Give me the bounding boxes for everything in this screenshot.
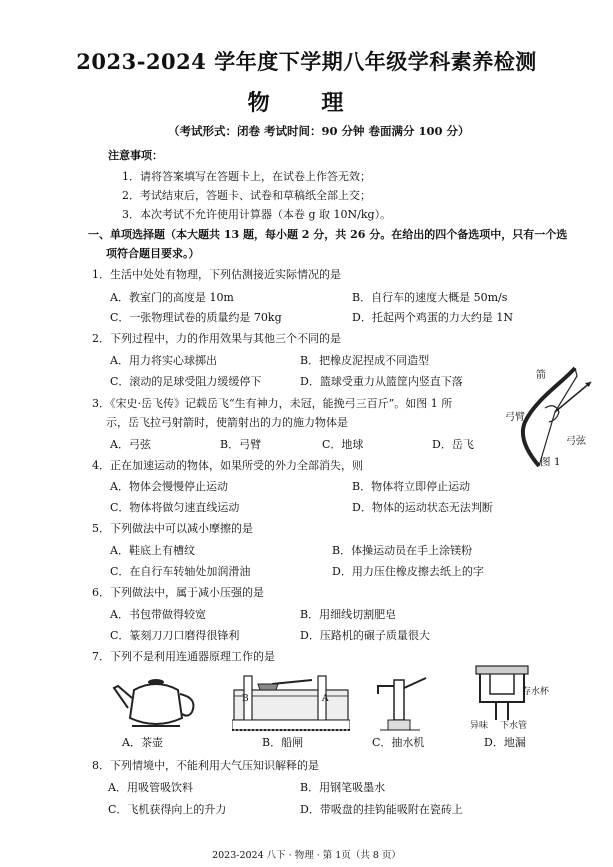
notice-item: 3．本次考试不允许使用计算器（本卷 g 取 10N/kg）。 <box>122 208 392 221</box>
question-stem: 5．下列做法中可以减小摩擦的是 <box>92 522 253 535</box>
option-c: C．一张物理试卷的质量约是 70kg <box>110 311 282 324</box>
option-c: C．篆刻刀刀口磨得很锋利 <box>110 629 240 642</box>
option-a: A．用吸管吸饮料 <box>108 781 193 794</box>
question-stem: 2．下列过程中，力的作用效果与其他三个不同的是 <box>92 332 341 345</box>
option-c: C．在自行车转轴处加润滑油 <box>110 565 251 578</box>
option-c: C．物体将做匀速直线运动 <box>110 501 240 514</box>
option-d: D．用力压住橡皮擦去纸上的字 <box>332 565 484 578</box>
option-d: D．物体的运动状态无法判断 <box>352 501 493 514</box>
drain-label-odor: 异味 <box>470 721 489 731</box>
hand-shape <box>545 406 559 422</box>
option-c: C．抽水机 <box>372 736 425 749</box>
option-d: D．压路机的碾子质量很大 <box>300 629 430 642</box>
notice-item: 1．请将答案填写在答题卡上，在试卷上作答无效； <box>122 170 371 183</box>
option-a: A．弓弦 <box>110 438 151 451</box>
option-b: B．自行车的速度大概是 50m/s <box>352 291 508 304</box>
ship-lock-figure <box>232 670 350 732</box>
question-stem: 6．下列做法中，属于减小压强的是 <box>92 586 264 599</box>
pump-figure <box>372 672 436 734</box>
option-b: B．体操运动员在手上涂镁粉 <box>332 544 473 557</box>
question-stem: 8．下列情境中，不能利用大气压知识解释的是 <box>92 759 319 772</box>
figure-caption: 图 1 <box>540 456 561 468</box>
option-a: A．教室门的高度是 10m <box>110 291 234 304</box>
option-a: A．物体会慢慢停止运动 <box>110 480 228 493</box>
lock-label-a: A <box>322 694 329 704</box>
section-heading-cont: 项符合题目要求。） <box>106 247 200 260</box>
exam-info: （考试形式：闭卷 考试时间：90 分钟 卷面满分 100 分） <box>168 124 470 138</box>
bow-arm-shape <box>523 368 575 466</box>
page-footer: 2023-2024 八下 · 物理 · 第 1页（共 8 页） <box>212 850 401 861</box>
option-a: A．茶壶 <box>122 736 163 749</box>
option-d: D．地漏 <box>484 736 526 749</box>
option-c: C．飞机获得向上的升力 <box>108 803 227 816</box>
question-stem: 1．生活中处处有物理，下列估测接近实际情况的是 <box>92 268 341 281</box>
section-heading: 一、单项选择题（本大题共 13 题，每小题 2 分，共 26 分。在给出的四个备选项中，只有一个选 <box>88 228 568 241</box>
option-b: B．用钢笔吸墨水 <box>300 781 386 794</box>
question-stem: 7．下列不是利用连通器原理工作的是 <box>92 650 275 663</box>
option-d: D．托起两个鸡蛋的力大约是 1N <box>352 311 513 324</box>
option-d: D．岳飞 <box>432 438 474 451</box>
question-stem: 3．《宋史·岳飞传》记载岳飞“生有神力，未冠，能挽弓三百斤”。如图 1 所 <box>92 397 453 410</box>
figure-label-arm: 弓臂 <box>505 412 525 423</box>
option-b: B．弓臂 <box>220 438 262 451</box>
option-d: D．带吸盘的挂钩能吸附在瓷砖上 <box>300 803 463 816</box>
drain-label-cup: 存水杯 <box>522 687 550 697</box>
option-a: A．书包带做得较宽 <box>110 608 206 621</box>
drain-label-pipe: 下水管 <box>500 721 528 731</box>
option-b: B．用细线切割肥皂 <box>300 608 397 621</box>
arrow-shape <box>555 382 591 412</box>
page-title: 2023-2024 学年度下学期八年级学科素养检测 <box>76 49 537 74</box>
option-c: C．滚动的足球受阻力缓缓停下 <box>110 375 262 388</box>
option-b: B．船闸 <box>262 736 304 749</box>
subject-title: 物 理 <box>247 90 366 116</box>
option-b: B．物体将立即停止运动 <box>352 480 471 493</box>
notice-heading: 注意事项： <box>108 149 163 162</box>
option-d: D．篮球受重力从篮筐内竖直下落 <box>300 375 463 388</box>
option-a: A．鞋底上有槽纹 <box>110 544 195 557</box>
question-stem-cont: 示，岳飞拉弓射箭时，使箭射出的力的施力物体是 <box>106 416 348 429</box>
figure-label-string: 弓弦 <box>566 436 586 447</box>
option-c: C．地球 <box>322 438 364 451</box>
notice-item: 2．考试结束后，答题卡、试卷和草稿纸全部上交； <box>122 189 371 202</box>
teapot-figure <box>112 668 200 730</box>
figure-label-arrow: 箭 <box>536 370 546 381</box>
option-b: B．把橡皮泥捏成不同造型 <box>300 354 430 367</box>
question-stem: 4．正在加速运动的物体，如果所受的外力全部消失，则 <box>92 459 363 472</box>
option-a: A．用力将实心球掷出 <box>110 354 217 367</box>
lock-label-b: B <box>242 694 249 704</box>
